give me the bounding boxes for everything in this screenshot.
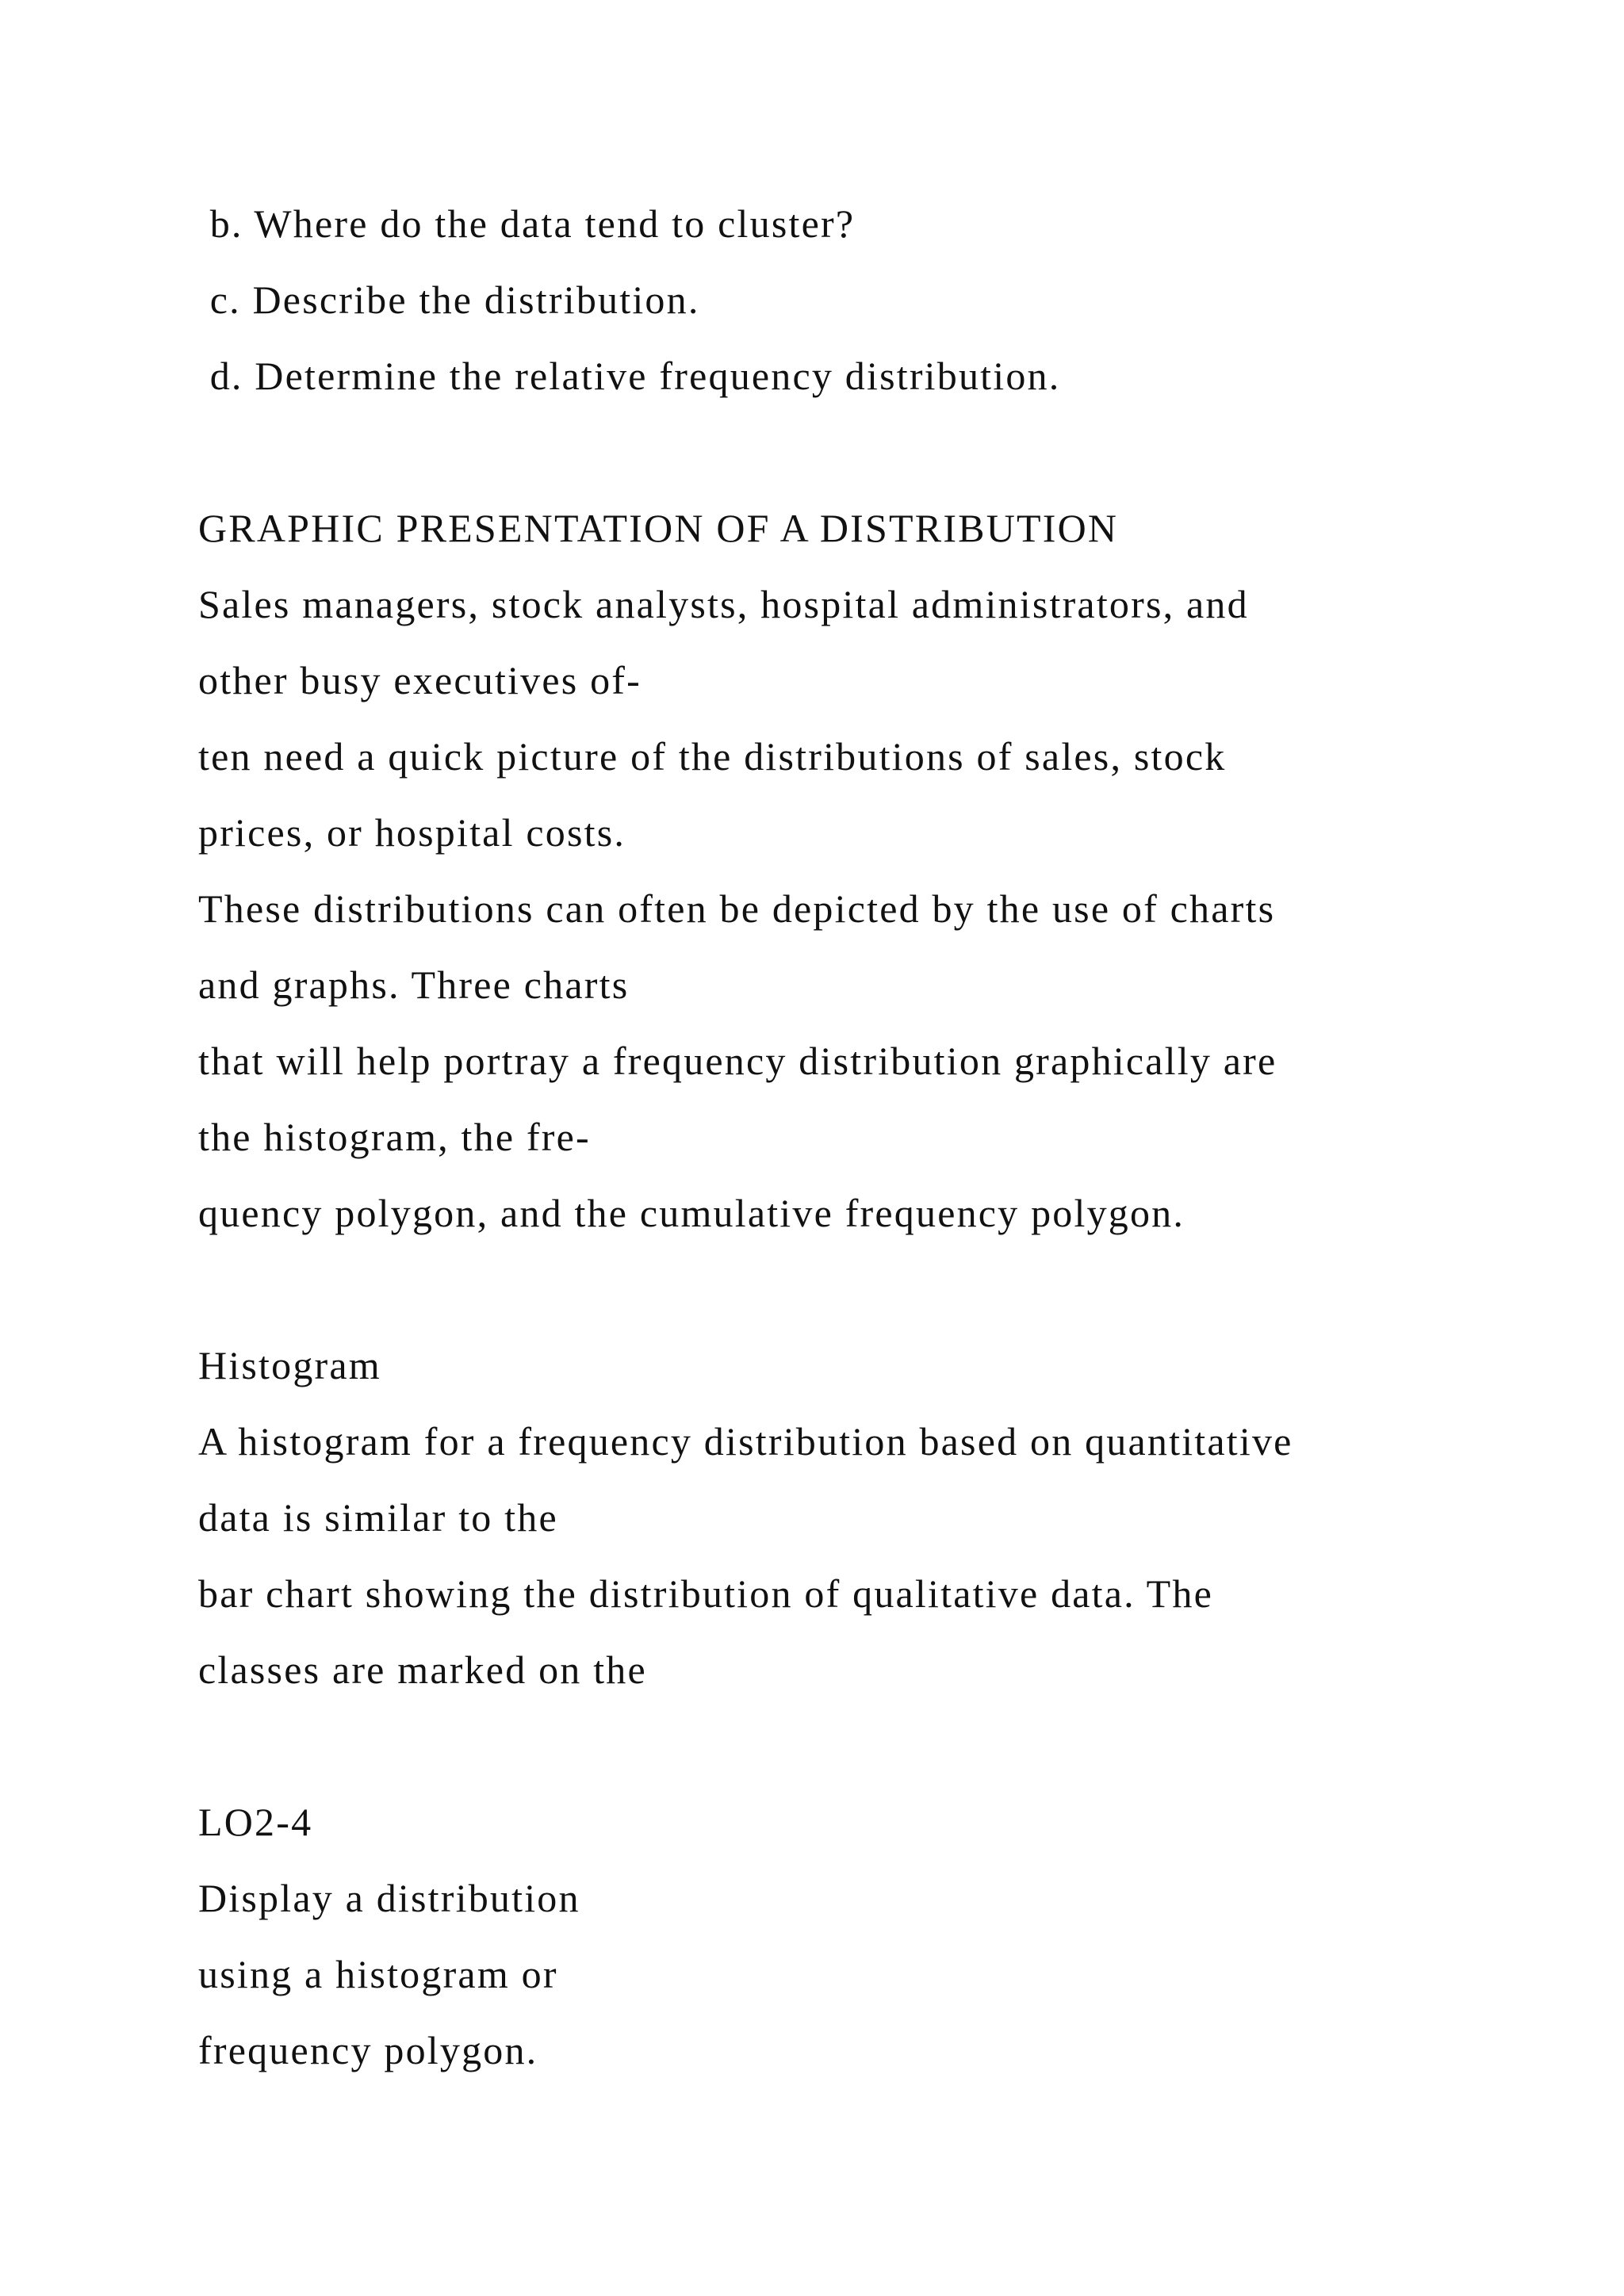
paragraph-line: These distributions can often be depicted by the use of charts [198, 886, 1276, 931]
question-c: c. Describe the distribution. [198, 277, 700, 322]
paragraph-line: data is similar to the [198, 1495, 558, 1540]
paragraph-line: the histogram, the fre- [198, 1115, 591, 1159]
paragraph-line: bar chart showing the distribution of qualitative data. The [198, 1571, 1213, 1616]
paragraph-line: A histogram for a frequency distribution based on quantitative [198, 1419, 1293, 1464]
paragraph-line: other busy executives of- [198, 658, 642, 702]
paragraph-line: and graphs. Three charts [198, 962, 630, 1007]
paragraph-line: quency polygon, and the cumulative frequency polygon. [198, 1191, 1185, 1235]
learning-objective-line: using a histogram or [198, 1952, 558, 1996]
question-d: d. Determine the relative frequency distribution. [198, 354, 1061, 398]
question-b: b. Where do the data tend to cluster? [198, 201, 856, 246]
section-heading: GRAPHIC PRESENTATION OF A DISTRIBUTION [198, 506, 1119, 550]
learning-objective-line: frequency polygon. [198, 2028, 538, 2072]
learning-objective-line: Display a distribution [198, 1876, 580, 1920]
paragraph-line: that will help portray a frequency distribution graphically are [198, 1039, 1277, 1083]
paragraph-line: Sales managers, stock analysts, hospital administrators, and [198, 582, 1249, 626]
paragraph-line: prices, or hospital costs. [198, 810, 626, 855]
learning-objective-code: LO2-4 [198, 1800, 313, 1844]
paragraph-line: classes are marked on the [198, 1647, 647, 1692]
paragraph-line: ten need a quick picture of the distributions of sales, stock [198, 734, 1227, 779]
subsection-heading: Histogram [198, 1343, 381, 1387]
